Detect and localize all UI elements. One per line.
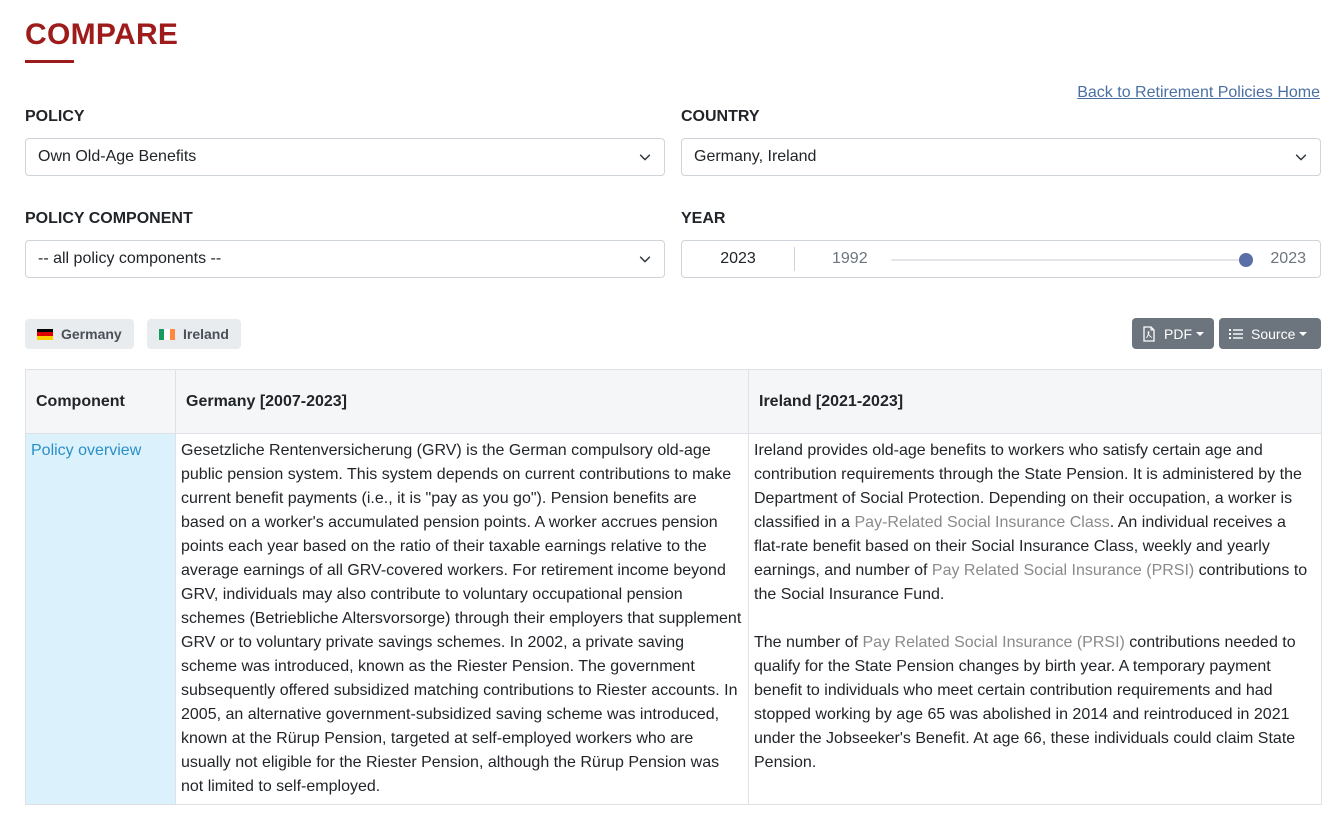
policy-select[interactable] (25, 138, 665, 176)
ireland-cell (749, 434, 1322, 805)
source-button[interactable] (1219, 318, 1321, 349)
comparison-table (25, 369, 1322, 805)
pdf-file-icon (1142, 326, 1156, 342)
policy-component-select[interactable] (25, 240, 665, 278)
germany-policy-text: Gesetzliche Rentenversicherung (GRV) is the German compulsory old-age public pension system. This system depends on current contributions to make current benefit payments (i.e., it is "pay as you go"). Pension benefits are based on a worker's accumulated pension points. A worker accrues pension points each year based on the ratio of their taxable earnings relative to the average earnings of all GRV-covered workers. For retirement income beyond GRV, individuals may also contribute to voluntary occupational pension schemes (Betriebliche Altersvorsorge) through their employers that supplement GRV or to voluntary private savings schemes. In 2002, a private saving scheme was introduced, known as the Riester Pension. The government subsequently offered subsidized matching contributions to Riester accounts. In 2005, an alternative government-subsidized saving scheme was introduced, known at the Rürup Pension, targeted at self-employed workers who are usually not eligible for the Riester Pension, although the Rürup Pension was not limited to self-employed. (181, 442, 742, 795)
ireland-text: . An individual receives a flat-rate benefit based on their Social Insurance Class, weekly and yearly earnings, and number of (754, 514, 1286, 579)
year-min: 1992 (832, 250, 868, 267)
caret-down-icon (1299, 332, 1307, 336)
year-slider-track[interactable] (891, 259, 1246, 261)
prsi-link[interactable]: Pay Related Social Insurance (PRSI) (862, 634, 1125, 651)
ireland-text: Ireland provides old-age benefits to workers who satisfy certain age and contribution requirements through the State Pension. It is administered by the Department of Social Protection. Depending on their occupation, a worker is classified in a (754, 442, 1302, 531)
pdf-button[interactable] (1132, 318, 1214, 349)
source-button-label: Source (1251, 325, 1296, 342)
ireland-text: The number of (754, 634, 863, 651)
country-tag-label: Ireland (183, 326, 229, 342)
caret-down-icon (1196, 332, 1204, 336)
title-underline (25, 60, 74, 63)
policy-label: POLICY (25, 108, 85, 125)
country-select[interactable] (681, 138, 1321, 176)
ireland-paragraph-1 (754, 439, 1316, 607)
year-divider (794, 247, 795, 271)
chevron-down-icon (638, 150, 652, 164)
pdf-button-label: PDF (1164, 325, 1192, 342)
ireland-paragraph-2 (754, 631, 1316, 775)
ireland-text: contributions to the Social Insurance Fund. (754, 562, 1308, 603)
list-icon (1229, 328, 1243, 340)
back-to-home-link[interactable]: Back to Retirement Policies Home (1077, 84, 1320, 101)
country-tag-ireland[interactable] (147, 319, 241, 349)
year-max: 2023 (1270, 250, 1306, 267)
policy-component-value: -- all policy components -- (38, 250, 222, 267)
chevron-down-icon (638, 252, 652, 266)
table-row (26, 434, 1322, 805)
header-component: Component (26, 370, 176, 434)
country-label: COUNTRY (681, 108, 760, 125)
policy-select-value: Own Old-Age Benefits (38, 148, 197, 165)
header-ireland: Ireland [2021-2023] (749, 370, 1322, 434)
chevron-down-icon (1294, 150, 1308, 164)
year-range-control (681, 240, 1321, 278)
header-germany: Germany [2007-2023] (176, 370, 749, 434)
country-select-value: Germany, Ireland (694, 148, 817, 165)
germany-cell (176, 434, 749, 805)
germany-flag-icon (37, 329, 53, 340)
country-tag-label: Germany (61, 326, 122, 342)
page-title: COMPARE (25, 18, 179, 51)
prsi-class-link[interactable]: Pay-Related Social Insurance Class (854, 514, 1110, 531)
ireland-text: contributions needed to qualify for the State Pension changes by birth year. A temporary payment benefit to individuals who meet certain contribution requirements and had stopped working by age 65 was abolished in 2014 and reintroduced in 2021 under the Jobseeker's Benefit. At age 66, these individuals could claim State Pension. (754, 634, 1296, 771)
country-tag-germany[interactable] (25, 319, 134, 349)
ireland-flag-icon (159, 329, 175, 340)
year-input[interactable]: 2023 (720, 250, 756, 267)
table-header-row (26, 370, 1322, 434)
prsi-link[interactable]: Pay Related Social Insurance (PRSI) (931, 562, 1195, 579)
component-link-policy-overview[interactable]: Policy overview (31, 442, 142, 459)
policy-component-label: POLICY COMPONENT (25, 210, 193, 227)
component-cell (26, 434, 176, 805)
year-label: YEAR (681, 210, 726, 227)
year-slider-handle[interactable] (1239, 253, 1253, 267)
